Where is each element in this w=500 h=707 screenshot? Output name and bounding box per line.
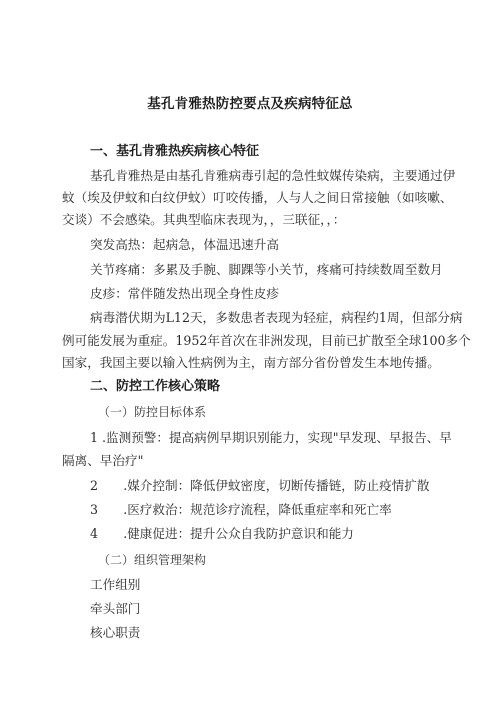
document-title: 基孔肯雅热防控要点及疾病特征总: [147, 96, 353, 112]
paragraph-line: 例可能发展为重症。1952年首次在非洲发现，目前已扩散至全球100多个: [62, 333, 471, 348]
paragraph-line: 蚊（埃及伊蚊和白纹伊蚊）叮咬传播，人与人之间日常接触（如咳嗽、: [62, 190, 453, 205]
goal-item: 3 .医疗救治：规范诊疗流程，降低重症率和死亡率: [90, 502, 392, 517]
goal-item: 1 .监测预警：提高病例早期识别能力，实现"早发现、早报告、早: [90, 430, 452, 445]
goal-item: 2 .媒介控制：降低伊蚊密度，切断传播链，防止疫情扩散: [90, 478, 430, 493]
org-item: 工作组别: [90, 577, 141, 592]
goal-item: 4 .健康促进：提升公众自我防护意识和能力: [90, 526, 354, 541]
paragraph-line: 基孔肯雅热是由基孔肯雅病毒引起的急性蚊媒传染病，主要通过伊: [90, 168, 456, 183]
symptom-joint-pain: 关节疼痛：多累及手腕、脚踝等小关节，疼痛可持续数周至数月: [90, 262, 443, 277]
section2-heading: 二、防控工作核心策略: [90, 379, 221, 394]
subsection-heading: （一）防控目标体系: [98, 405, 207, 419]
paragraph-line: 国家，我国主要以输入性病例为主，南方部分省份曾发生本地传播。: [62, 355, 440, 370]
org-item: 牵头部门: [90, 601, 141, 616]
symptom-fever: 突发高热：起病急，体温迅速升高: [90, 237, 279, 252]
org-item: 核心职责: [90, 625, 141, 640]
paragraph-line: 交谈）不会感染。其典型临床表现为，，三联征，，：: [62, 212, 346, 227]
section1-heading: 一、基孔肯雅热疾病核心特征: [90, 144, 260, 159]
subsection-heading: （二）组织管理架构: [98, 553, 207, 567]
symptom-rash: 皮疹：常伴随发热出现全身性皮疹: [90, 286, 279, 301]
paragraph-line: 病毒潜伏期为L12天，多数患者表现为轻症，病程约1周，但部分病: [90, 310, 463, 325]
goal-item-continuation: 隔离、早治疗": [62, 453, 144, 468]
